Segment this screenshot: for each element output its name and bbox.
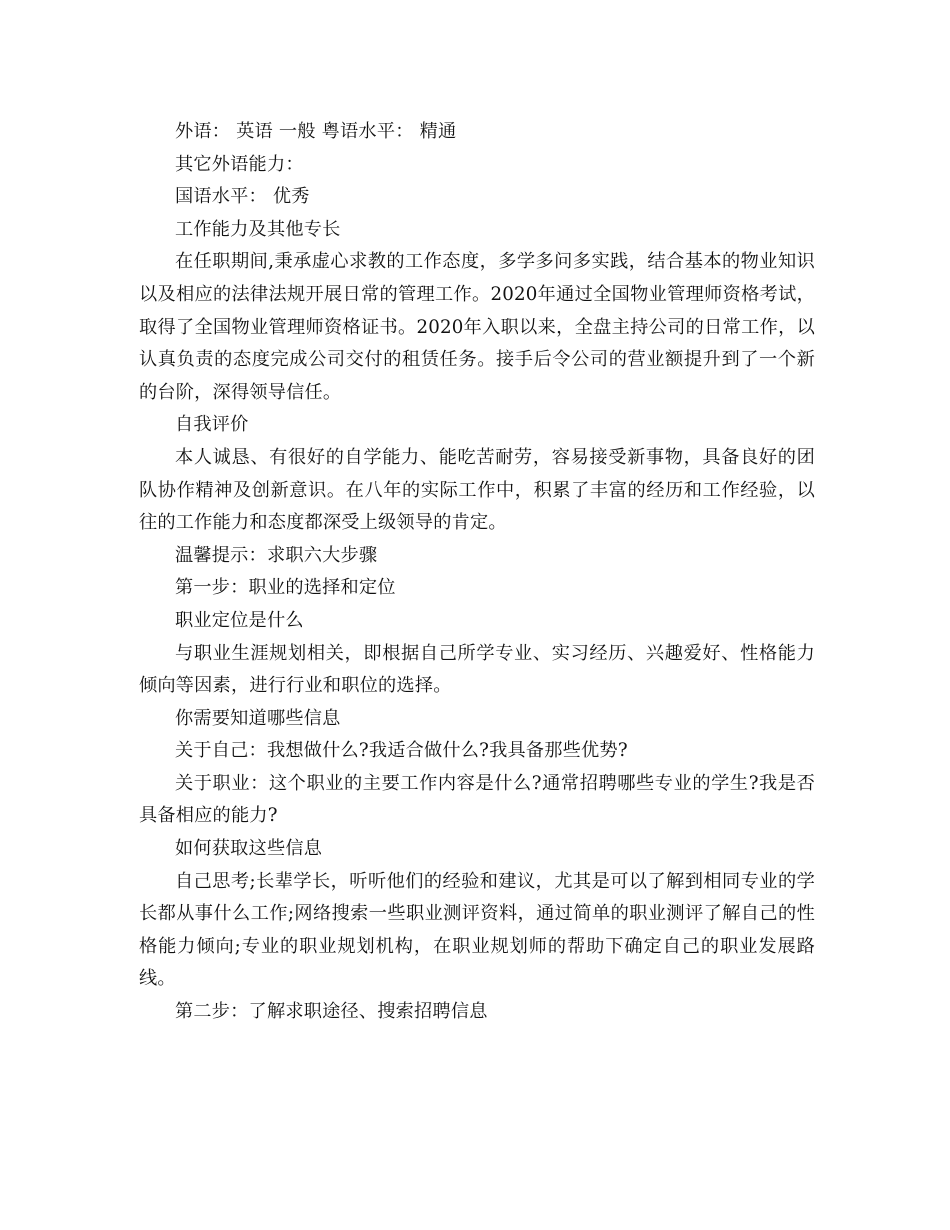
heading-job-search-tips: 温馨提示：求职六大步骤 (175, 544, 378, 566)
paragraph-mandarin-level: 国语水平： 优秀 (175, 186, 310, 208)
heading-self-evaluation: 自我评价 (175, 414, 249, 436)
heading-step-one: 第一步：职业的选择和定位 (175, 577, 396, 599)
paragraph-other-languages: 其它外语能力： (175, 153, 304, 175)
paragraph-work-experience: 在任职期间,秉承虚心求教的工作态度，多学多问多实践，结合基本的物业知识以及相应的法律法规开展日常的管理工作。2020年通过全国物业管理师资格考试，取得了全国物业管理师资格证书。2020年入职以来，全盘主持公司的日常工作，以认真负责的态度完成公司交付的租赁任务。接手后令公司的营业额提升到了一个新的台阶，深得领导信任。 (139, 251, 815, 403)
document-body (139, 116, 815, 1029)
paragraph-about-self: 关于自己：我想做什么?我适合做什么?我具备那些优势? (175, 740, 628, 762)
heading-career-positioning: 职业定位是什么 (175, 609, 304, 631)
heading-step-two: 第二步：了解求职途径、搜索招聘信息 (175, 1001, 488, 1023)
heading-work-ability: 工作能力及其他专长 (175, 218, 341, 240)
heading-how-to-get-info: 如何获取这些信息 (175, 838, 323, 860)
paragraph-foreign-language: 外语： 英语 一般 粤语水平： 精通 (175, 121, 457, 142)
paragraph-about-career: 关于职业：这个职业的主要工作内容是什么?通常招聘哪些专业的学生?我是否具备相应的能力? (139, 772, 815, 827)
heading-info-needed: 你需要知道哪些信息 (175, 707, 341, 729)
paragraph-how-to-get-info: 自己思考;长辈学长，听听他们的经验和建议，尤其是可以了解到相同专业的学长都从事什么工作;网络搜索一些职业测评资料，通过简单的职业测评了解自己的性格能力倾向;专业的职业规划机构，在职业规划师的帮助下确定自己的职业发展路线。 (139, 870, 815, 990)
paragraph-self-evaluation: 本人诚恳、有很好的自学能力、能吃苦耐劳，容易接受新事物，具备良好的团队协作精神及创新意识。在八年的实际工作中，积累了丰富的经历和工作经验，以往的工作能力和态度都深受上级领导的肯定。 (139, 446, 815, 534)
paragraph-career-positioning: 与职业生涯规划相关，即根据自己所学专业、实习经历、兴趣爱好、性格能力倾向等因素，进行行业和职位的选择。 (139, 642, 815, 697)
